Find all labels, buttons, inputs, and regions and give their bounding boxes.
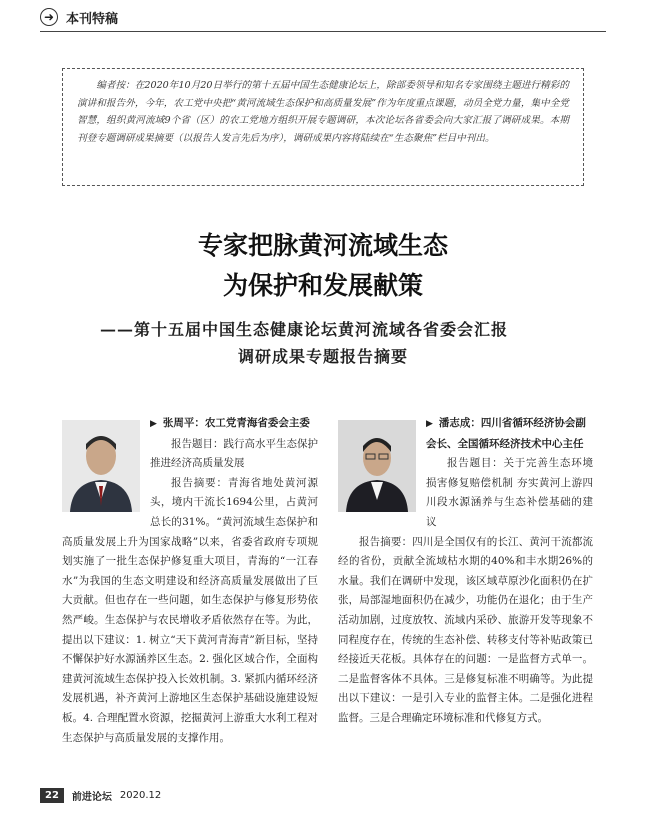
report-summary: 报告摘要：青海省地处黄河源头，境内干流长1694公里，占黄河总长的31%。“黄河流域生态保护和高质量发展上升为国家战略”以来，省委省政府专项规划实施了一批生态保护修复重大项目，青海的“一江春水”为我国的生态文明建设和经济高质量发展做出了巨大贡献。但也存在一些问题，如生态保护与修复形势依然严峻。生态保护与农民增收矛盾依然存在等。为此，提出以下建议：1. 树立“天下黄河青海青”新目标，坚持不懈保护好水源涵养区生态。2. 强化区域合作，全面构建黄河流域生态保护投入长效机制。3. 紧抓内循环经济发展机遇，补齐黄河上游地区生态保护基础设施建设短板。4. 合理配置水资源，挖掘黄河上游重大水利工程对生态保护与高质量发展的支撑作用。 <box>62 476 318 744</box>
issue-number: 2020.12 <box>119 790 162 801</box>
publication-name: 前进论坛 <box>71 792 112 803</box>
triangle-bullet-icon: ▶ <box>150 419 157 429</box>
editor-note: 编者按：在2020年10月20日举行的第十五届中国生态健康论坛上，除部委领导和知名专家围绕主题进行精彩的演讲和报告外，今年，农工党中央把“黄河流域生态保护和高质量发展”作为年度重点课题，动员全党力量，集中全党智慧，组织黄河流域9个省（区）的农工党地方组织开展专题调研，本次论坛各省委会向大家汇报了调研成果。本期刊登专题调研成果摘要（以报告人发言先后为序），调研成果内容将陆续在“生态聚焦”栏目中刊出。 <box>77 80 569 144</box>
section-header <box>40 6 118 28</box>
subtitle-line-2: 调研成果专题报告摘要 <box>237 347 408 366</box>
report-column-2 <box>338 414 593 729</box>
report-column-1 <box>62 414 318 748</box>
title-line-1: 专家把脉黄河流域生态 <box>197 231 448 260</box>
report-summary: 报告摘要：四川是全国仅有的长江、黄河干流都流经的省份，贡献全流域枯水期的40%和丰水期26%的水量。我们在调研中发现，该区域草原沙化面积仍在扩张，局部湿地面积仍在减少，功能仍在退化；由于生产活动加剧，过度放牧、流域内采砂、旅游开发等现象不同程度存在，传统的生态补偿、转移支付等补贴政策已经接近天花板。具体存在的问题：一是监督方式单一。二是监督客体不具体。三是修复标准不明确等。为此提出以下建议：一是引入专业的监督主体。二是强化进程监督。三是合理确定环境标准和代修复方式。 <box>338 535 593 724</box>
section-title: 本刊特稿 <box>66 11 119 27</box>
editor-note-box <box>62 68 584 186</box>
triangle-bullet-icon: ▶ <box>426 419 433 429</box>
speaker-photo <box>338 420 416 512</box>
speaker-photo <box>62 420 140 512</box>
speaker-name: ▶ 张周平：农工党青海省委会主委 <box>150 417 310 429</box>
header-divider <box>40 31 606 32</box>
speaker-name: ▶ 潘志成：四川省循环经济协会副会长、全国循环经济技术中心主任 <box>426 417 586 450</box>
page-footer <box>40 788 161 803</box>
title-line-2: 为保护和发展献策 <box>222 271 423 300</box>
subtitle-line-1: ——第十五届中国生态健康论坛黄河流域各省委会汇报 <box>100 320 509 339</box>
arrow-right-circle-icon: ➜ <box>40 8 58 26</box>
page-number: 22 <box>40 788 64 803</box>
report-topic: 报告题目：践行高水平生态保护 推进经济高质量发展 <box>150 437 318 470</box>
report-topic: 报告题目：关于完善生态环境损害修复赔偿机制 夯实黄河上游四川段水源涵养与生态补偿基础的建议 <box>426 457 593 528</box>
